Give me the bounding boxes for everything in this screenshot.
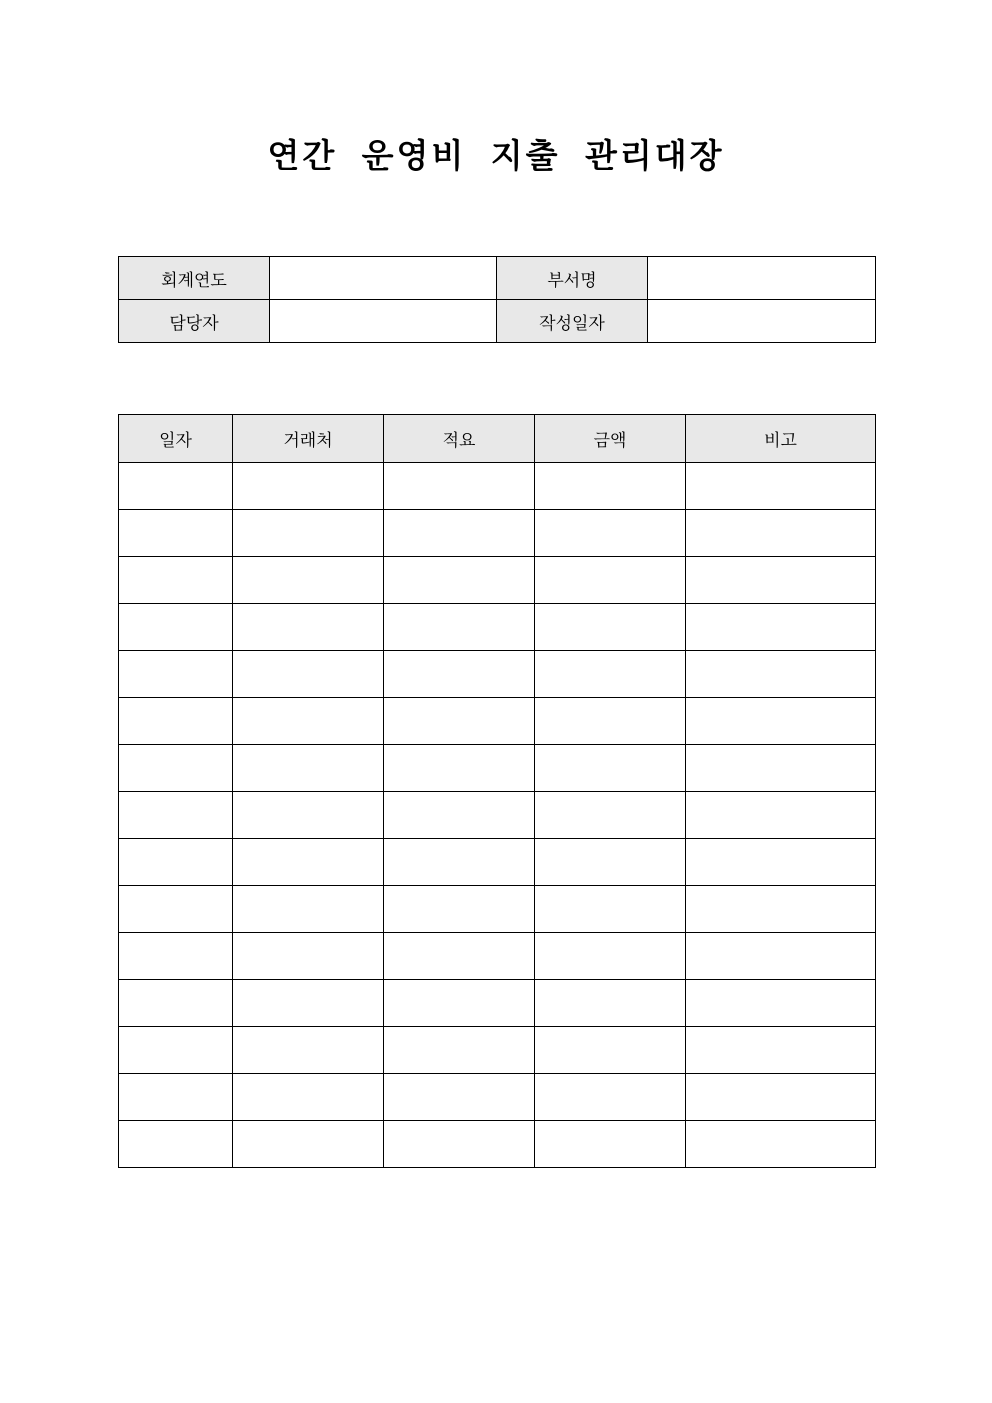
amount-cell[interactable] [535,651,686,698]
remarks-cell[interactable] [686,604,876,651]
description-cell[interactable] [384,557,535,604]
amount-cell[interactable] [535,933,686,980]
date-cell[interactable] [119,933,233,980]
description-cell[interactable] [384,745,535,792]
amount-cell[interactable] [535,604,686,651]
amount-cell[interactable] [535,698,686,745]
table-row [119,698,876,745]
table-row [119,980,876,1027]
date-cell[interactable] [119,510,233,557]
fiscal-year-field[interactable] [270,257,497,300]
vendor-cell[interactable] [233,557,384,604]
date-cell[interactable] [119,886,233,933]
remarks-cell[interactable] [686,792,876,839]
table-row [119,886,876,933]
description-cell[interactable] [384,933,535,980]
written-date-label: 작성일자 [497,300,648,343]
vendor-cell[interactable] [233,1121,384,1168]
column-header-remarks: 비고 [686,415,876,463]
description-cell[interactable] [384,839,535,886]
description-cell[interactable] [384,510,535,557]
vendor-cell[interactable] [233,698,384,745]
amount-cell[interactable] [535,1074,686,1121]
info-row-1 [119,257,876,300]
written-date-field[interactable] [648,300,876,343]
remarks-cell[interactable] [686,698,876,745]
remarks-cell[interactable] [686,980,876,1027]
date-cell[interactable] [119,604,233,651]
date-cell[interactable] [119,792,233,839]
description-cell[interactable] [384,1074,535,1121]
ledger-body [119,463,876,1168]
remarks-cell[interactable] [686,839,876,886]
table-row [119,933,876,980]
fiscal-year-label: 회계연도 [119,257,270,300]
remarks-cell[interactable] [686,745,876,792]
amount-cell[interactable] [535,839,686,886]
ledger-header-row [119,415,876,463]
date-cell[interactable] [119,839,233,886]
column-header-amount: 금액 [535,415,686,463]
remarks-cell[interactable] [686,933,876,980]
info-table [118,256,876,343]
vendor-cell[interactable] [233,1074,384,1121]
vendor-cell[interactable] [233,839,384,886]
amount-cell[interactable] [535,792,686,839]
date-cell[interactable] [119,1027,233,1074]
remarks-cell[interactable] [686,510,876,557]
description-cell[interactable] [384,792,535,839]
amount-cell[interactable] [535,463,686,510]
manager-field[interactable] [270,300,497,343]
date-cell[interactable] [119,463,233,510]
table-row [119,651,876,698]
amount-cell[interactable] [535,1027,686,1074]
info-row-2 [119,300,876,343]
table-row [119,839,876,886]
column-header-description: 적요 [384,415,535,463]
vendor-cell[interactable] [233,604,384,651]
table-row [119,463,876,510]
date-cell[interactable] [119,557,233,604]
date-cell[interactable] [119,651,233,698]
amount-cell[interactable] [535,510,686,557]
vendor-cell[interactable] [233,980,384,1027]
remarks-cell[interactable] [686,1121,876,1168]
vendor-cell[interactable] [233,792,384,839]
vendor-cell[interactable] [233,886,384,933]
description-cell[interactable] [384,463,535,510]
table-row [119,1074,876,1121]
description-cell[interactable] [384,604,535,651]
description-cell[interactable] [384,886,535,933]
description-cell[interactable] [384,980,535,1027]
table-row [119,557,876,604]
date-cell[interactable] [119,1121,233,1168]
vendor-cell[interactable] [233,1027,384,1074]
table-row [119,604,876,651]
remarks-cell[interactable] [686,1027,876,1074]
department-label: 부서명 [497,257,648,300]
date-cell[interactable] [119,698,233,745]
date-cell[interactable] [119,745,233,792]
amount-cell[interactable] [535,1121,686,1168]
vendor-cell[interactable] [233,463,384,510]
vendor-cell[interactable] [233,651,384,698]
description-cell[interactable] [384,1027,535,1074]
amount-cell[interactable] [535,557,686,604]
vendor-cell[interactable] [233,510,384,557]
remarks-cell[interactable] [686,651,876,698]
vendor-cell[interactable] [233,933,384,980]
remarks-cell[interactable] [686,557,876,604]
amount-cell[interactable] [535,980,686,1027]
table-row [119,510,876,557]
remarks-cell[interactable] [686,886,876,933]
amount-cell[interactable] [535,886,686,933]
expense-ledger-table [118,414,876,1168]
description-cell[interactable] [384,651,535,698]
table-row [119,745,876,792]
vendor-cell[interactable] [233,745,384,792]
table-row [119,1121,876,1168]
page-title: 연간 운영비 지출 관리대장 [267,136,725,175]
table-row [119,792,876,839]
table-row [119,1027,876,1074]
description-cell[interactable] [384,1121,535,1168]
column-header-date: 일자 [119,415,233,463]
department-field[interactable] [648,257,876,300]
amount-cell[interactable] [535,745,686,792]
column-header-vendor: 거래처 [233,415,384,463]
remarks-cell[interactable] [686,463,876,510]
manager-label: 담당자 [119,300,270,343]
remarks-cell[interactable] [686,1074,876,1121]
date-cell[interactable] [119,1074,233,1121]
date-cell[interactable] [119,980,233,1027]
description-cell[interactable] [384,698,535,745]
